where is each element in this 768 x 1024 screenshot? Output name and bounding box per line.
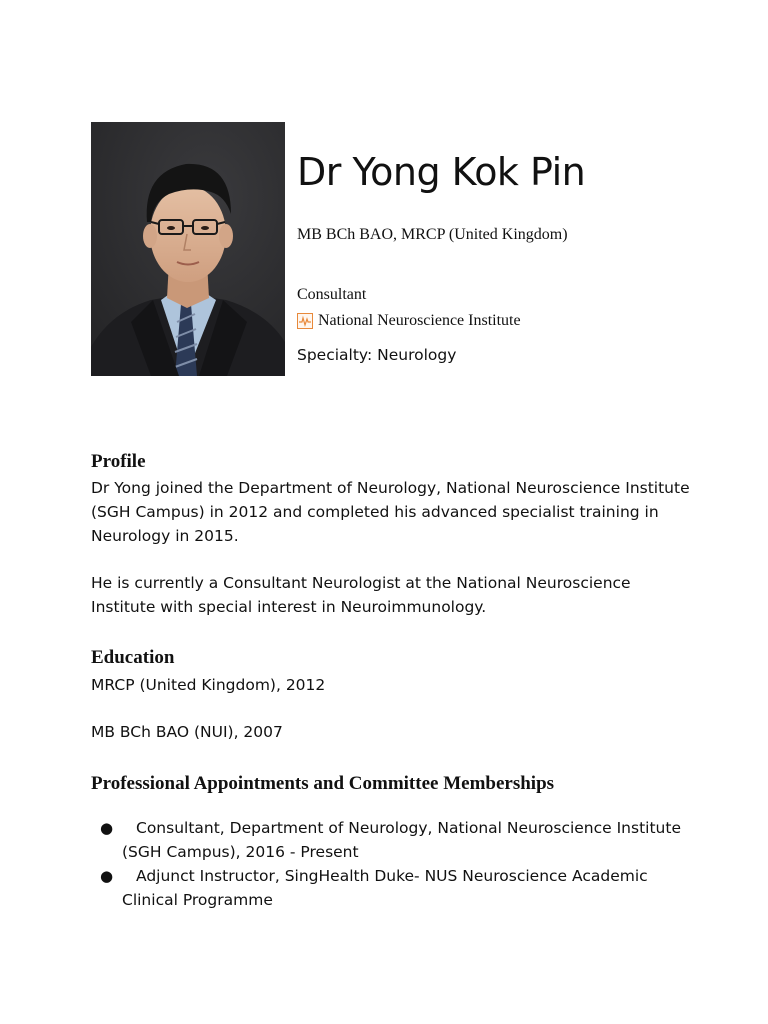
institution-name: National Neuroscience Institute	[318, 312, 521, 329]
doctor-portrait-photo	[91, 122, 285, 376]
appointment-text: Adjunct Instructor, SingHealth Duke- NUS Neuroscience Academic Clinical Programme	[122, 867, 648, 909]
institution-logo-icon	[297, 313, 313, 329]
education-item: MRCP (United Kingdom), 2012	[91, 676, 326, 694]
doctor-position: Consultant	[297, 286, 367, 303]
education-heading: Education	[91, 647, 175, 668]
profile-heading: Profile	[91, 451, 146, 472]
doctor-name: Dr Yong Kok Pin	[297, 150, 586, 194]
appointments-heading: Professional Appointments and Committee Memberships	[91, 773, 555, 794]
list-item	[91, 864, 691, 912]
profile-paragraph: He is currently a Consultant Neurologist at the National Neuroscience Institute with special interest in Neuroimmunology.	[91, 574, 631, 616]
profile-paragraph: Dr Yong joined the Department of Neurology, National Neuroscience Institute (SGH Campus) in 2012 and completed his advanced specialist training in Neurology in 2015.	[91, 479, 690, 545]
doctor-specialty: Specialty: Neurology	[297, 346, 457, 364]
list-item	[91, 816, 691, 864]
institution-link[interactable]	[297, 312, 521, 330]
bullet-icon: ●	[100, 819, 114, 837]
education-item: MB BCh BAO (NUI), 2007	[91, 723, 283, 741]
doctor-qualifications: MB BCh BAO, MRCP (United Kingdom)	[297, 226, 568, 243]
bullet-icon: ●	[100, 867, 114, 885]
appointments-list	[91, 816, 691, 912]
appointment-text: Consultant, Department of Neurology, National Neuroscience Institute (SGH Campus), 2016 - Present	[122, 819, 681, 861]
